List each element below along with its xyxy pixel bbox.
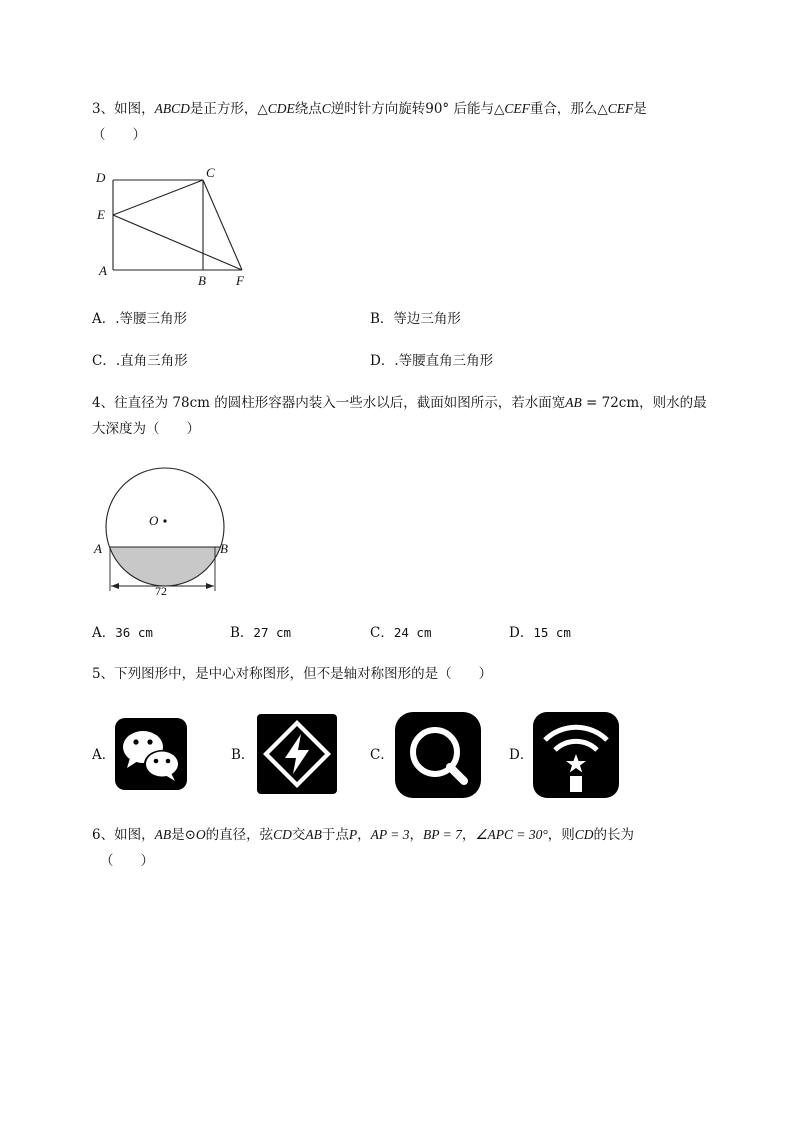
q6-answer-blank: （ ） bbox=[100, 853, 154, 869]
q3-line-ec bbox=[113, 180, 203, 215]
q4-water-segment bbox=[106, 468, 224, 586]
wifi-star-icon bbox=[533, 712, 619, 798]
q4-label-o: O bbox=[149, 513, 159, 528]
q5-option-b-letter: B． bbox=[231, 747, 255, 763]
q3-option-c: C．.直角三角形 bbox=[92, 353, 188, 369]
q4-label-b: B bbox=[220, 541, 228, 556]
q3-option-a: A．.等腰三角形 bbox=[92, 311, 188, 327]
q3-label-d: D bbox=[96, 170, 106, 185]
q3-label-c: C bbox=[206, 165, 215, 180]
q4-label-width: 72 bbox=[155, 584, 167, 598]
q4-dim-arrow-right bbox=[206, 583, 214, 589]
q4-option-b: B．27 cm bbox=[230, 625, 292, 641]
q3-stem-line1: 3、如图，ABCD是正方形，△CDE绕点C逆时针方向旋转90° 后能与△CEF重合，那么△CEF是 bbox=[92, 101, 647, 117]
q4-label-a: A bbox=[94, 541, 102, 556]
q3-line-ef bbox=[113, 215, 242, 270]
q3-label-b: B bbox=[198, 273, 206, 288]
q3-label-a: A bbox=[99, 263, 107, 278]
q4-figure-circle-water bbox=[88, 456, 248, 606]
q4-option-c: C．24 cm bbox=[370, 625, 432, 641]
lightning-icon bbox=[257, 714, 337, 794]
q3-label-f: F bbox=[236, 273, 244, 288]
q3-option-b: B．等边三角形 bbox=[370, 311, 461, 327]
q6-number: 6、 bbox=[92, 827, 115, 843]
q5-stem: 5、下列图形中，是中心对称图形，但不是轴对称图形的是（ ） bbox=[92, 666, 493, 682]
q5-option-a-letter: A． bbox=[92, 747, 116, 763]
q4-dim-arrow-left bbox=[111, 583, 119, 589]
q4-option-d: D．15 cm bbox=[509, 625, 571, 641]
q4-option-a: A．36 cm bbox=[92, 625, 153, 641]
q4-stem-line1: 4、往直径为 78cm 的圆柱形容器内装入一些水以后，截面如图所示，若水面宽AB = 72cm，则水的最 bbox=[92, 395, 707, 411]
wechat-icon bbox=[115, 718, 187, 790]
q3-figure-square-triangle bbox=[90, 162, 260, 292]
magnifier-q-icon bbox=[395, 712, 481, 798]
q3-answer-blank: （ ） bbox=[92, 127, 146, 143]
q3-label-e: E bbox=[97, 207, 105, 222]
q4-number: 4、 bbox=[92, 395, 115, 411]
q3-number: 3、 bbox=[92, 101, 115, 117]
q3-line-cf bbox=[203, 180, 242, 270]
q6-stem-line1: 6、如图，AB是⊙O的直径，弦CD交AB于点P，AP = 3，BP = 7，∠APC = 30°，则CD的长为 bbox=[92, 827, 635, 843]
q5-option-d-letter: D． bbox=[509, 747, 534, 763]
q4-center-dot bbox=[163, 519, 166, 522]
q3-option-d: D．.等腰直角三角形 bbox=[370, 353, 494, 369]
q5-option-c-letter: C． bbox=[370, 747, 394, 763]
q4-stem-line2: 大深度为（ ） bbox=[92, 421, 200, 437]
q5-number: 5、 bbox=[92, 666, 115, 682]
